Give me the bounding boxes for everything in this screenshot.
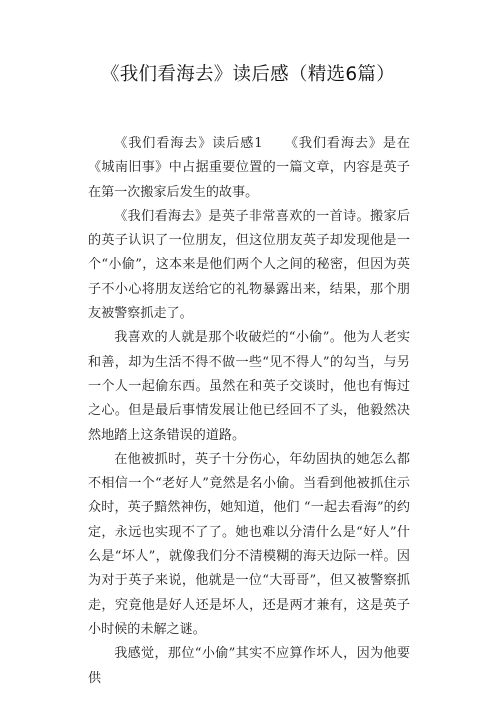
paragraph-1: 《我们看海去》读后感1 《我们看海去》是在《城南旧事》中占据重要位置的一篇文章，内容是英子在第一次搬家后发生的故事。 bbox=[88, 136, 410, 200]
paragraph-2: 《我们看海去》是英子非常喜欢的一首诗。搬家后的英子认识了一位朋友，但这位朋友英子却发现他是一个“小偷”，这本来是他们两个人之间的秘密，但因为英子不小心将朋友送给它的礼物暴露出来，结果，那个朋友被警察抓走了。 bbox=[88, 208, 410, 322]
paragraph-3: 我喜欢的人就是那个收破烂的“小偷”。他为人老实和善，却为生活不得不做一些“见不得人”的勾当，与另一个人一起偷东西。虽然在和英子交谈时，他也有悔过之心。但是最后事情发展让他已经回不了头，他毅然决然地踏上这条错误的道路。 bbox=[88, 330, 410, 443]
document-title: 《我们看海去》读后感（精选6篇） bbox=[100, 64, 396, 85]
paragraph-4: 在他被抓时，英子十分伤心，年幼固执的她怎么都不相信一个“老好人”竟然是名小偷。当看到他被抓住示众时，英子黯然神伤，她知道，他们 “一起去看海”的约定，永远也实现不了了。她也难以分清什么是“好人”什么是“坏人”，就像我们分不清模糊的海天边际一样。因为对于英子来说，他就是一位“大哥哥”，但又被警察抓走，究竟他是好人还是坏人，还是两才兼有，这是英子小时候的未解之谜。 bbox=[88, 451, 410, 637]
paragraph-5: 我感觉，那位“小偷”其实不应算作坏人，因为他要供 bbox=[88, 646, 410, 686]
document-body bbox=[88, 132, 410, 691]
